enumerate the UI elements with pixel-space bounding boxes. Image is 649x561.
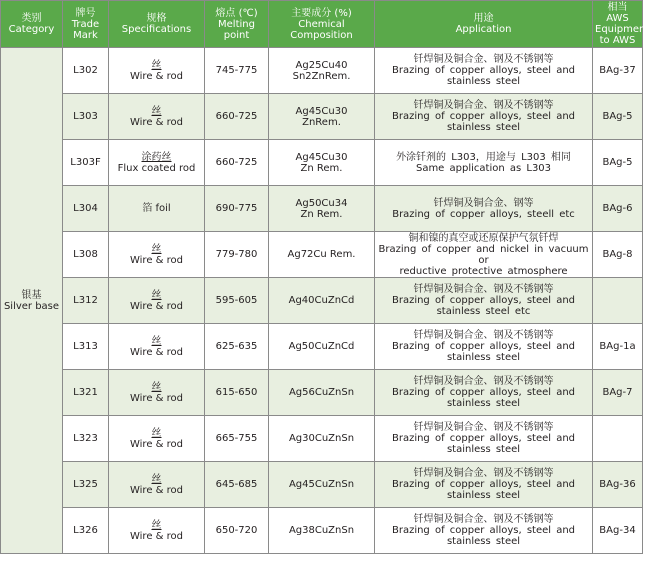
table-row xyxy=(1,370,643,416)
spec-cell xyxy=(109,140,205,186)
composition-line: Ag45CuZnSn xyxy=(288,479,355,490)
application-cell xyxy=(375,370,593,416)
spec-cell xyxy=(109,462,205,508)
aws-cell xyxy=(593,370,643,416)
melting-point: 779-780 xyxy=(215,249,258,260)
application-line: 钎焊铜及铜合金、钢及不锈钢等 xyxy=(413,376,554,387)
melting-point-cell xyxy=(205,232,269,278)
table-row xyxy=(1,462,643,508)
trade-mark-cell xyxy=(63,324,109,370)
trade-mark-cell xyxy=(63,186,109,232)
composition-line: Ag30CuZnSn xyxy=(288,433,355,444)
header-category: 类别 Category xyxy=(1,1,63,48)
spec-en: Wire & rod xyxy=(129,70,183,82)
melting-point-cell xyxy=(205,416,269,462)
composition-line: Zn Rem. xyxy=(300,208,343,220)
trade-mark: L303F xyxy=(70,157,101,168)
application-line: stainless steel xyxy=(446,398,521,409)
application-line: Brazing of copper alloys, steel and xyxy=(391,525,576,536)
header-melting-point: 熔点 (℃) Melting point xyxy=(205,1,269,48)
application-line: Brazing of copper alloys, steel and xyxy=(391,111,576,122)
melting-point-cell xyxy=(205,462,269,508)
aws-cell xyxy=(593,416,643,462)
trade-mark: L302 xyxy=(73,65,98,76)
composition-line: Ag40CuZnCd xyxy=(288,295,355,306)
melting-point-cell xyxy=(205,94,269,140)
composition-cell xyxy=(269,416,375,462)
application-line: stainless steel xyxy=(446,122,521,133)
aws-cell xyxy=(593,324,643,370)
spec-cell xyxy=(109,370,205,416)
table-row xyxy=(1,278,643,324)
application-line: stainless steel xyxy=(446,352,521,363)
composition-line: Ag56CuZnSn xyxy=(288,387,355,398)
melting-point-cell xyxy=(205,140,269,186)
trade-mark-cell xyxy=(63,462,109,508)
melting-point-cell xyxy=(205,370,269,416)
spec-cell xyxy=(109,324,205,370)
trade-mark: L325 xyxy=(73,479,98,490)
application-cell xyxy=(375,186,593,232)
application-cell xyxy=(375,140,593,186)
application-line: stainless steel xyxy=(446,536,521,547)
trade-mark: L312 xyxy=(73,295,98,306)
melting-point: 625-635 xyxy=(215,341,258,352)
composition-line: Ag50Cu34 xyxy=(295,197,348,209)
composition-cell xyxy=(269,140,375,186)
application-line: stainless steel xyxy=(446,490,521,501)
melting-point: 650-720 xyxy=(215,525,258,536)
spec-cell xyxy=(109,416,205,462)
application-cell xyxy=(375,508,593,554)
trade-mark-cell xyxy=(63,140,109,186)
spec-en: Wire & rod xyxy=(129,346,183,358)
table-row xyxy=(1,416,643,462)
trade-mark-cell xyxy=(63,508,109,554)
application-line: reductive protective atmosphere xyxy=(399,265,568,277)
composition-line: Ag72Cu Rem. xyxy=(287,249,356,260)
aws-cell xyxy=(593,508,643,554)
header-row xyxy=(1,1,643,48)
spec-cn: 丝 xyxy=(151,427,162,439)
melting-point: 745-775 xyxy=(215,65,258,76)
spec-cn: 涂药丝 xyxy=(141,151,172,163)
composition-cell xyxy=(269,324,375,370)
aws-equivalent: BAg-5 xyxy=(602,157,633,168)
composition-line: Ag50CuZnCd xyxy=(288,341,355,352)
table-row xyxy=(1,140,643,186)
table-row xyxy=(1,48,643,94)
composition-cell xyxy=(269,370,375,416)
melting-point: 660-725 xyxy=(215,111,258,122)
spec-cn: 丝 xyxy=(151,335,162,347)
composition-cell xyxy=(269,94,375,140)
application-cell xyxy=(375,278,593,324)
composition-cell xyxy=(269,508,375,554)
table-row xyxy=(1,508,643,554)
application-cell xyxy=(375,324,593,370)
trade-mark: L304 xyxy=(73,203,98,214)
spec-cn: 丝 xyxy=(151,473,162,485)
header-application: 用途 Application xyxy=(375,1,593,48)
trade-mark-cell xyxy=(63,416,109,462)
application-cell xyxy=(375,462,593,508)
application-line: stainless steel etc xyxy=(436,306,531,317)
spec-en: Wire & rod xyxy=(129,484,183,496)
melting-point: 690-775 xyxy=(215,203,258,214)
application-line: 铜和镍的真空或还原保护气氛钎焊 xyxy=(408,232,559,244)
composition-line: Ag45Cu30 xyxy=(295,105,348,117)
spec-cn: 丝 xyxy=(151,243,162,255)
spec-en: Wire & rod xyxy=(129,392,183,404)
trade-mark-cell xyxy=(63,370,109,416)
spec-en: Wire & rod xyxy=(129,254,183,266)
category-label: 银基 xyxy=(21,289,42,301)
trade-mark: L326 xyxy=(73,525,98,536)
application-line: Same application as L303 xyxy=(415,162,552,174)
trade-mark-cell xyxy=(63,94,109,140)
trade-mark: L303 xyxy=(73,111,98,122)
spec-cell xyxy=(109,48,205,94)
melting-point: 660-725 xyxy=(215,157,258,168)
application-line: 钎焊铜及铜合金、钢及不锈钢等 xyxy=(413,330,554,341)
table-row xyxy=(1,324,643,370)
spec-cn: 丝 xyxy=(151,289,162,301)
application-cell xyxy=(375,416,593,462)
trade-mark-cell xyxy=(63,278,109,324)
application-line: Brazing of copper alloys, steel and xyxy=(391,341,576,352)
melting-point-cell xyxy=(205,278,269,324)
melting-point: 615-650 xyxy=(215,387,258,398)
composition-cell xyxy=(269,186,375,232)
application-line: Brazing of copper alloys, steel and xyxy=(391,433,576,444)
application-line: stainless steel xyxy=(446,76,521,87)
application-cell xyxy=(375,48,593,94)
melting-point: 595-605 xyxy=(215,295,258,306)
application-line: Brazing of copper and nickel in vacuum or xyxy=(378,243,589,266)
spec-cell xyxy=(109,278,205,324)
aws-equivalent: BAg-5 xyxy=(602,111,633,122)
spec-cell xyxy=(109,232,205,278)
application-cell xyxy=(375,232,593,278)
application-line: 钎焊铜及铜合金、钢及不锈钢等 xyxy=(413,422,554,433)
application-line: 钎焊铜及铜合金、钢及不锈钢等 xyxy=(413,54,554,65)
melting-point: 645-685 xyxy=(215,479,258,490)
composition-line: ZnRem. xyxy=(302,116,341,128)
application-line: Brazing of copper alloys, steel and xyxy=(391,479,576,490)
spec-cn: 丝 xyxy=(151,381,162,393)
header-aws: 相当 AWS Equipment to AWS xyxy=(593,1,643,48)
trade-mark-cell xyxy=(63,232,109,278)
table-row xyxy=(1,94,643,140)
application-cell xyxy=(375,94,593,140)
composition-cell xyxy=(269,232,375,278)
spec-en: Flux coated rod xyxy=(117,162,196,174)
composition-line: Ag45Cu30 xyxy=(295,151,348,163)
application-line: 外涂钎剂的 L303，用途与 L303 相同 xyxy=(396,151,571,163)
composition-line: Zn Rem. xyxy=(300,162,343,174)
aws-cell xyxy=(593,232,643,278)
aws-cell xyxy=(593,48,643,94)
spec-en: Wire & rod xyxy=(129,438,183,450)
aws-equivalent: BAg-34 xyxy=(599,525,636,536)
application-line: Brazing of copper alloys, steell etc xyxy=(392,208,575,220)
header-trade-mark: 牌号 Trade Mark xyxy=(63,1,109,48)
spec-cell xyxy=(109,508,205,554)
composition-line: Ag38CuZnSn xyxy=(288,525,355,536)
category-label: Silver base xyxy=(3,300,60,312)
composition-line: Sn2ZnRem. xyxy=(292,70,351,82)
aws-equivalent: BAg-8 xyxy=(602,249,633,260)
aws-equivalent: BAg-7 xyxy=(602,387,633,398)
melting-point-cell xyxy=(205,48,269,94)
application-line: 钎焊铜及铜合金、钢及不锈钢等 xyxy=(413,100,554,111)
spec-en: Wire & rod xyxy=(129,530,183,542)
application-line: 钎焊铜及铜合金、钢及不锈钢等 xyxy=(413,468,554,479)
spec-cell xyxy=(109,94,205,140)
header-composition: 主要成分 (%) Chemical Composition xyxy=(269,1,375,48)
composition-cell xyxy=(269,278,375,324)
spec-cn: 丝 xyxy=(151,519,162,531)
table-row xyxy=(1,186,643,232)
spec-en: Wire & rod xyxy=(129,116,183,128)
table-body xyxy=(1,48,643,554)
trade-mark: L321 xyxy=(73,387,98,398)
trade-mark: L313 xyxy=(73,341,98,352)
spec-cn: 箔 foil xyxy=(142,203,171,214)
aws-cell xyxy=(593,140,643,186)
application-line: Brazing of copper alloys, steel and xyxy=(391,387,576,398)
application-line: Brazing of copper alloys, steel and xyxy=(391,65,576,76)
spec-cell xyxy=(109,186,205,232)
trade-mark: L323 xyxy=(73,433,98,444)
melting-point-cell xyxy=(205,324,269,370)
aws-cell xyxy=(593,186,643,232)
trade-mark-cell xyxy=(63,48,109,94)
aws-equivalent: BAg-37 xyxy=(599,65,636,76)
application-line: 钎焊铜及铜合金、钢及不锈钢等 xyxy=(413,284,554,295)
table-row xyxy=(1,232,643,278)
application-line: Brazing of copper alloys, steel and xyxy=(391,295,576,306)
application-line: 钎焊铜及铜合金、钢及不锈钢等 xyxy=(413,514,554,525)
aws-cell xyxy=(593,278,643,324)
header-specifications: 规格 Specifications xyxy=(109,1,205,48)
spec-en: Wire & rod xyxy=(129,300,183,312)
melting-point: 665-755 xyxy=(215,433,258,444)
aws-equivalent: BAg-6 xyxy=(602,203,633,214)
aws-cell xyxy=(593,462,643,508)
application-line: 钎焊铜及铜合金、钢等 xyxy=(433,197,534,209)
aws-cell xyxy=(593,94,643,140)
melting-point-cell xyxy=(205,186,269,232)
aws-equivalent: BAg-1a xyxy=(599,341,636,352)
composition-cell xyxy=(269,48,375,94)
composition-cell xyxy=(269,462,375,508)
composition-line: Ag25Cu40 xyxy=(295,59,348,71)
trade-mark: L308 xyxy=(73,249,98,260)
application-line: stainless steel xyxy=(446,444,521,455)
melting-point-cell xyxy=(205,508,269,554)
category-cell xyxy=(1,48,63,554)
spec-cn: 丝 xyxy=(151,59,162,71)
aws-equivalent: BAg-36 xyxy=(599,479,636,490)
spec-cn: 丝 xyxy=(151,105,162,117)
